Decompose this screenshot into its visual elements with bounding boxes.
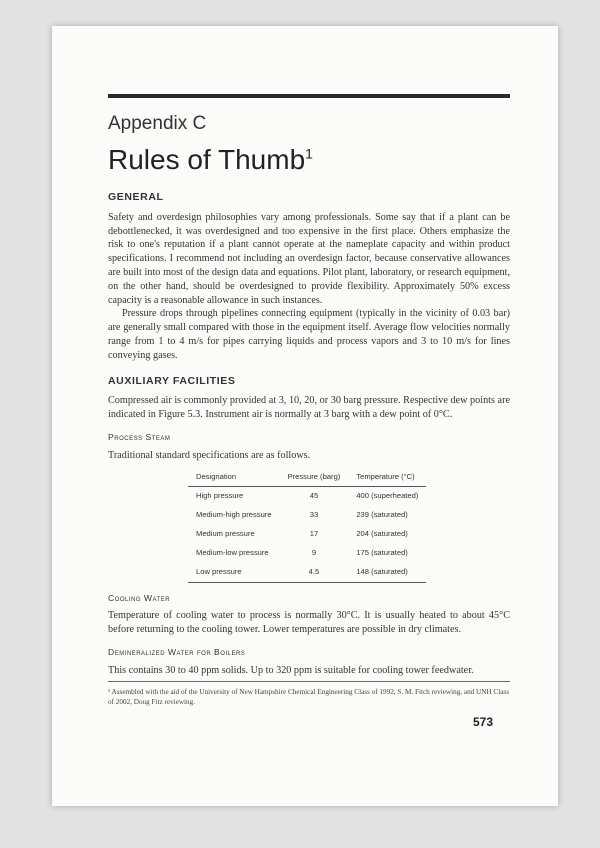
column-header: Designation [196, 471, 237, 481]
table-cell: 45 [309, 490, 319, 500]
table-cell: Medium pressure [196, 528, 255, 538]
table-cell: 148 (saturated) [356, 566, 408, 576]
subheading-process-steam: Process Steam [108, 431, 171, 442]
table-cell: 17 [309, 528, 319, 538]
table-cell: 9 [311, 547, 317, 557]
page-number: 573 [473, 715, 494, 729]
footnote: ¹ Assembled with the aid of the University of New Hampshire Chemical Engineering Class of 1992, S. M. Fitch reviewing, and UNH Class of 2002, Doug Fitz reviewing. [108, 681, 510, 707]
column-header: Pressure (barg) [287, 471, 341, 481]
table-cell: 204 (saturated) [356, 528, 408, 538]
general-paragraph-2: Pressure drops through pipelines connecting equipment (typically in the vicinity of 0.03 bar) are generally small compared with those in the equipment itself. Average flow velocities normally range from 1 to 4 m/s for pipes carrying liquids and process vapors and 3 to 10 m/s for lines conveying gases. [108, 308, 510, 361]
document-page [52, 26, 558, 806]
table-cell: 175 (saturated) [356, 547, 408, 557]
body-content [108, 191, 510, 678]
header-rule [108, 94, 510, 98]
table-row [188, 563, 426, 583]
column-header: Temperature (°C) [356, 471, 415, 481]
process-steam-intro: Traditional standard specifications are as follows. [108, 449, 311, 461]
table-cell: 33 [309, 509, 319, 519]
table-cell: Medium-high pressure [196, 509, 272, 519]
subheading-demineralized-water: Demineralized Water for Boilers [108, 646, 246, 657]
table-cell: High pressure [196, 490, 244, 500]
page-title [108, 144, 313, 176]
general-paragraph-1: Safety and overdesign philosophies vary among professionals. Some say that if a plant can be debottlenecked, it was overdesigned and too expensive in the first place. Others emphasize the risk to one's reputation if a plant cannot operate at the nameplate capacity and within product specifications. I recommend not including an overdesign factor, because conservative allowances are built into most of the design data and equations. Pilot plant, laboratory, or research equipment, on the other hand, should be overdesigned to provide flexibility. Approximately 50% excess capacity is a reasonable allowance in such instances. [108, 211, 510, 306]
table-header-row [188, 469, 426, 487]
table-cell: 239 (saturated) [356, 509, 408, 519]
table-cell: Medium-low pressure [196, 547, 269, 557]
table-cell: 4.5 [308, 566, 320, 576]
appendix-label: Appendix C [108, 113, 207, 134]
table-row [188, 544, 426, 563]
title-footnote-mark: 1 [305, 145, 313, 162]
page-title-text: Rules of Thumb [108, 144, 306, 175]
subheading-cooling-water: Cooling Water [108, 592, 171, 603]
table-row [188, 486, 426, 506]
table-row [188, 506, 426, 525]
table-cell: 400 (superheated) [356, 490, 419, 500]
steam-spec-table [188, 469, 426, 583]
auxiliary-paragraph: Compressed air is commonly provided at 3, 10, 20, or 30 barg pressure. Respective dew points are indicated in Figure 5.3. Instrument air is normally at 3 barg with a dew point of 0°C. [108, 395, 510, 421]
section-heading-general: GENERAL [108, 191, 164, 203]
table-row [188, 525, 426, 544]
table-cell: Low pressure [196, 566, 242, 576]
cooling-water-paragraph: Temperature of cooling water to process is normally 30°C. It is usually heated to about 45°C before returning to the cooling tower. Lower temperatures are possible in dry climates. [108, 610, 510, 636]
section-heading-auxiliary: AUXILIARY FACILITIES [108, 374, 236, 387]
demineralized-water-paragraph: This contains 30 to 40 ppm solids. Up to 320 ppm is suitable for cooling tower feedwater. [108, 664, 474, 676]
